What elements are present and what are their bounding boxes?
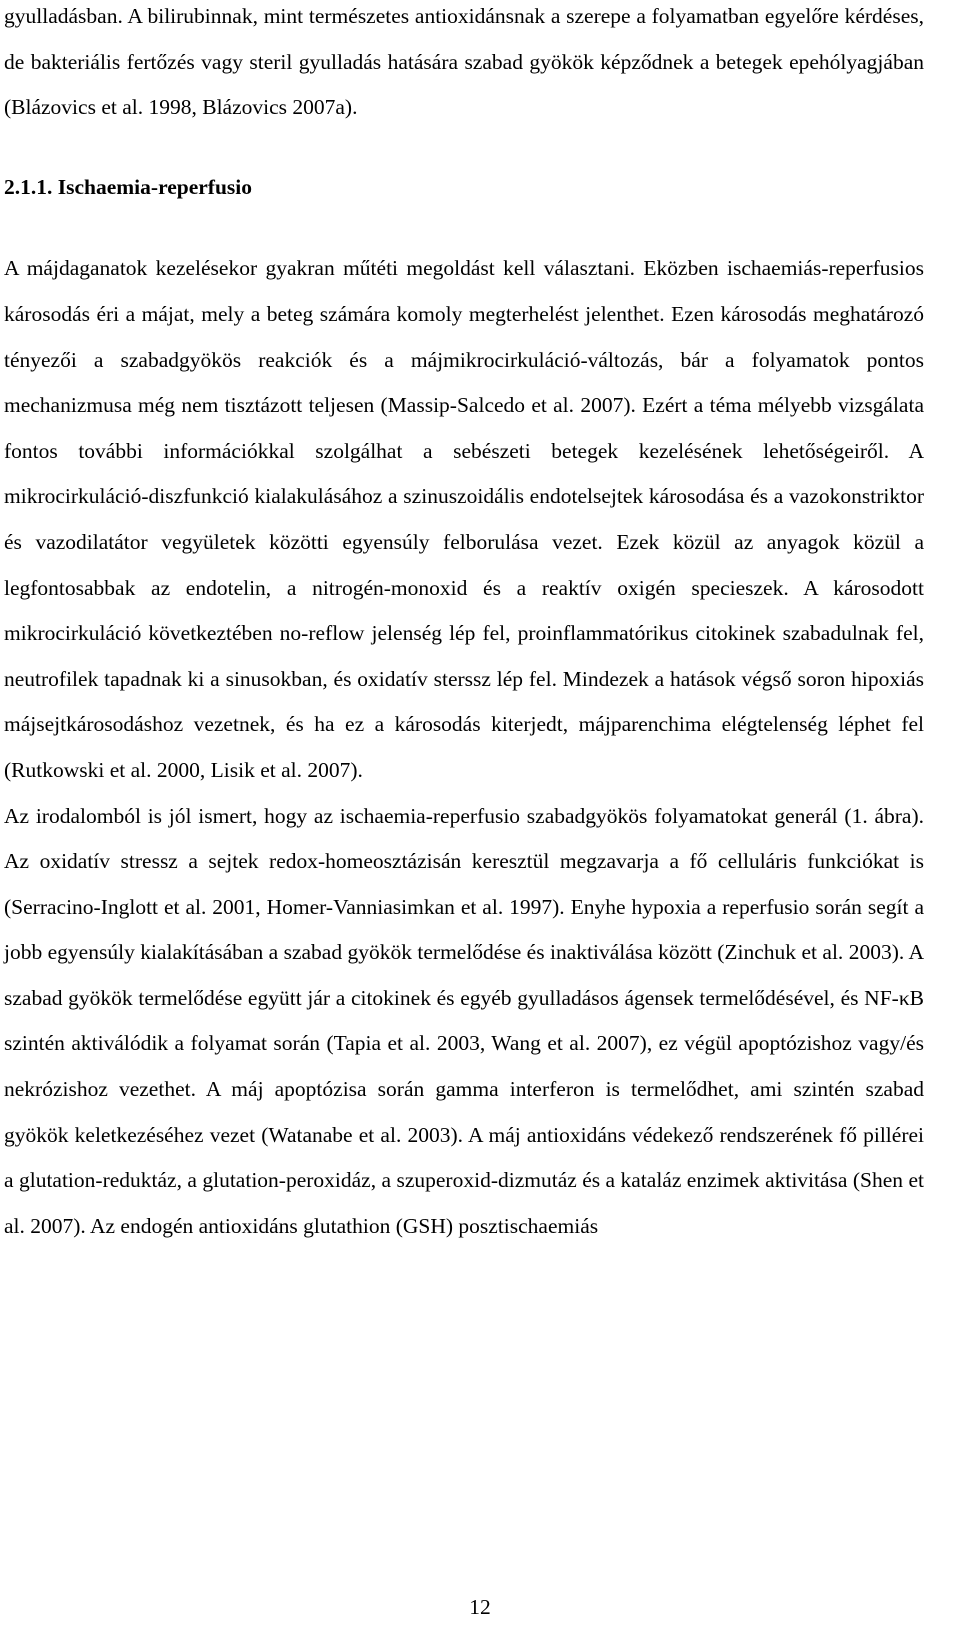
- section-heading: 2.1.1. Ischaemia-reperfusio: [4, 174, 253, 199]
- page-number: 12: [469, 1595, 491, 1619]
- paragraph-oxidative-stress: Az irodalomból is jól ismert, hogy az ischaemia-reperfusio szabadgyökös folyamatokat generál (1. ábra). Az oxidatív stressz a sejtek redox-homeosztázisán keresztül megzavarja a fő celluláris funkciókat is (Serracino-Inglott et al. 2001, Homer-Vanniasimkan et al. 1997). Enyhe hypoxia a reperfusio során segít a jobb egyensúly kialakításában a szabad gyökök termelődése és inaktiválása között (Zinchuk et al. 2003). A szabad gyökök termelődése együtt jár a citokinek és egyéb gyulladásos ágensek termelődésével, és NF-κB szintén aktiválódik a folyamat során (Tapia et al. 2003, Wang et al. 2007), ez végül apoptózishoz vagy/és nekrózishoz vezethet. A máj apoptózisa során gamma interferon is termelődhet, ami szintén szabad gyökök keletkezéséhez vezet (Watanabe et al. 2003). A máj antioxidáns védekező rendszerének fő pillérei a glutation-reduktáz, a glutation-peroxidáz, a szuperoxid-dizmutáz és a kataláz enzimek aktivitása (Shen et al. 2007). Az endogén antioxidáns glutathion (GSH) posztischaemiás: [4, 803, 924, 1238]
- intro-paragraph: gyulladásban. A bilirubinnak, mint természetes antioxidánsnak a szerepe a folyamatban egyelőre kérdéses, de bakteriális fertőzés vagy steril gyulladás hatására szabad gyökök képződnek a betegek epehólyagjában (Blázovics et al. 1998, Blázovics 2007a).: [4, 4, 924, 120]
- paragraph-ischaemia: A májdaganatok kezelésekor gyakran műtéti megoldást kell választani. Eközben ischaemiás-reperfusios károsodás éri a májat, mely a beteg számára komoly megterhelést jelenthet. Ezen károsodás meghatározó tényezői a szabadgyökös reakciók és a májmikrocirkuláció-változás, bár a folyamatok pontos mechanizmusa még nem tisztázott teljesen (Massip-Salcedo et al. 2007). Ezért a téma mélyebb vizsgálata fontos további információkkal szolgálhat a sebészeti betegek kezelésének lehetőségeiről. A mikrocirkuláció-diszfunkció kialakulásához a szinuszoidális endotelsejtek károsodása és a vazokonstriktor és vazodilatátor vegyületek közötti egyensúly felborulása vezet. Ezek közül az anyagok közül a legfontosabbak az endotelin, a nitrogén-monoxid és a reaktív oxigén specieszek. A károsodott mikrocirkuláció következtében no-reflow jelenség lép fel, proinflammatórikus citokinek szabadulnak fel, neutrofilek tapadnak ki a sinusokban, és oxidatív sterssz lép fel. Mindezek a hatások végső soron hipoxiás májsejtkárosodáshoz vezetnek, és ha ez a károsodás kiterjedt, májparenchima elégtelenség léphet fel (Rutkowski et al. 2000, Lisik et al. 2007).: [4, 256, 924, 782]
- document-page: [4, 0, 924, 1249]
